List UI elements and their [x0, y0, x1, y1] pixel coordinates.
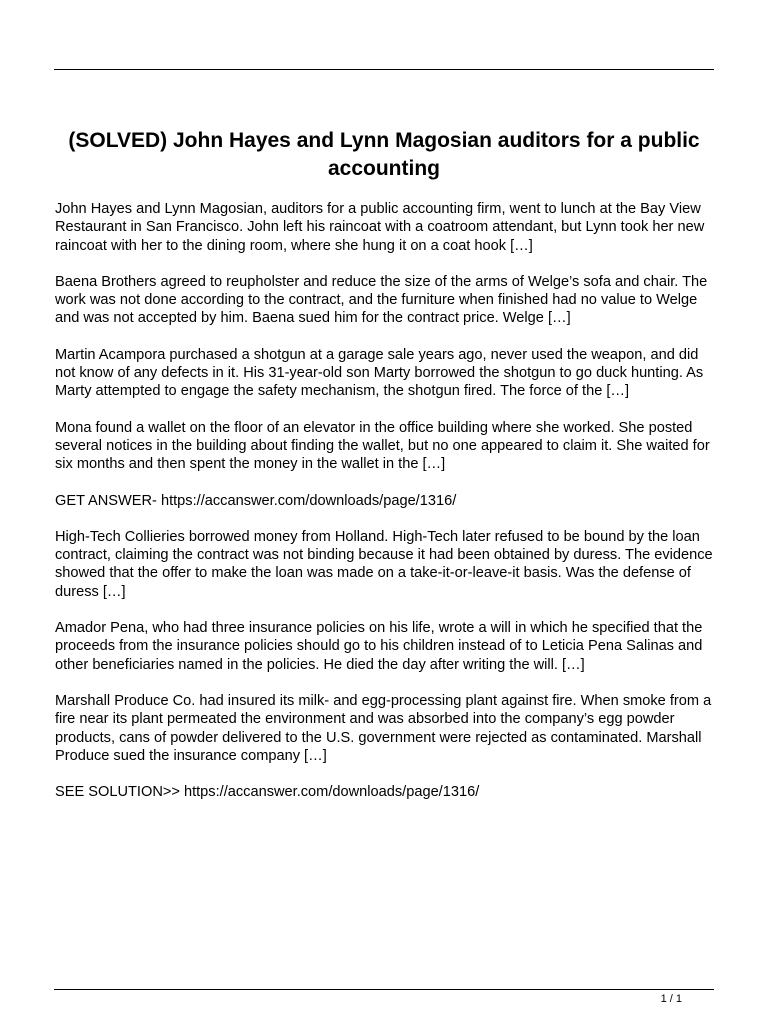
document-title: (SOLVED) John Hayes and Lynn Magosian auditors for a public accounting — [68, 129, 700, 180]
document-body — [55, 200, 715, 819]
paragraph-hayes-magosian: John Hayes and Lynn Magosian, auditors for a public accounting firm, went to lunch at the Bay View Restaurant in San Francisco. John left his raincoat with a coatroom attendant, but Lynn took her new raincoat with her to the dining room, where she hung it on a coat hook […] — [55, 201, 705, 254]
get-answer-link[interactable]: GET ANSWER- https://accanswer.com/downloads/page/1316/ — [55, 492, 457, 509]
footer-rule — [54, 989, 714, 990]
paragraph-baena-brothers: Baena Brothers agreed to reupholster and reduce the size of the arms of Welge’s sofa and chair. The work was not done according to the contract, and the furniture when finished had no value to Welge and was not accepted by him. Baena sued him for the contract price. Welge […] — [55, 273, 708, 327]
paragraph-mona-wallet: Mona found a wallet on the floor of an elevator in the office building where she worked. She posted several notices in the building about finding the wallet, but no one appeared to claim it. She waited for six months and then spent the money in the wallet in the […] — [55, 419, 710, 473]
header-rule — [54, 69, 714, 70]
paragraph-acampora: Martin Acampora purchased a shotgun at a garage sale years ago, never used the weapon, and did not know of any defects in it. His 31-year-old son Marty borrowed the shotgun to go duck hunting. As Marty attempted to engage the safety mechanism, the shotgun fired. The force of the […] — [55, 346, 704, 400]
paragraph-marshall-produce: Marshall Produce Co. had insured its milk- and egg-processing plant against fire. When smoke from a fire near its plant permeated the environment and was absorbed into the company’s egg powder products, cans of powder delivered to the U.S. government were rejected as contaminated. Marshall Produce sued the insurance company […] — [55, 692, 712, 764]
paragraph-high-tech: High-Tech Collieries borrowed money from Holland. High-Tech later refused to be bound by the loan contract, claiming the contract was not binding because it had been obtained by duress. The evidence showed that the offer to make the loan was made on a take-it-or-leave-it basis. Was the defense of duress […] — [55, 528, 713, 600]
paragraph-amador-pena: Amador Pena, who had three insurance policies on his life, wrote a will in which he specified that the proceeds from the insurance policies should go to his children instead of to Leticia Pena Salinas and other beneficiaries named in the policies. He died the day after writing the will. […] — [55, 620, 703, 673]
page-number: 1 / 1 — [660, 993, 682, 1005]
see-solution-link[interactable]: SEE SOLUTION>> https://accanswer.com/downloads/page/1316/ — [55, 784, 480, 801]
